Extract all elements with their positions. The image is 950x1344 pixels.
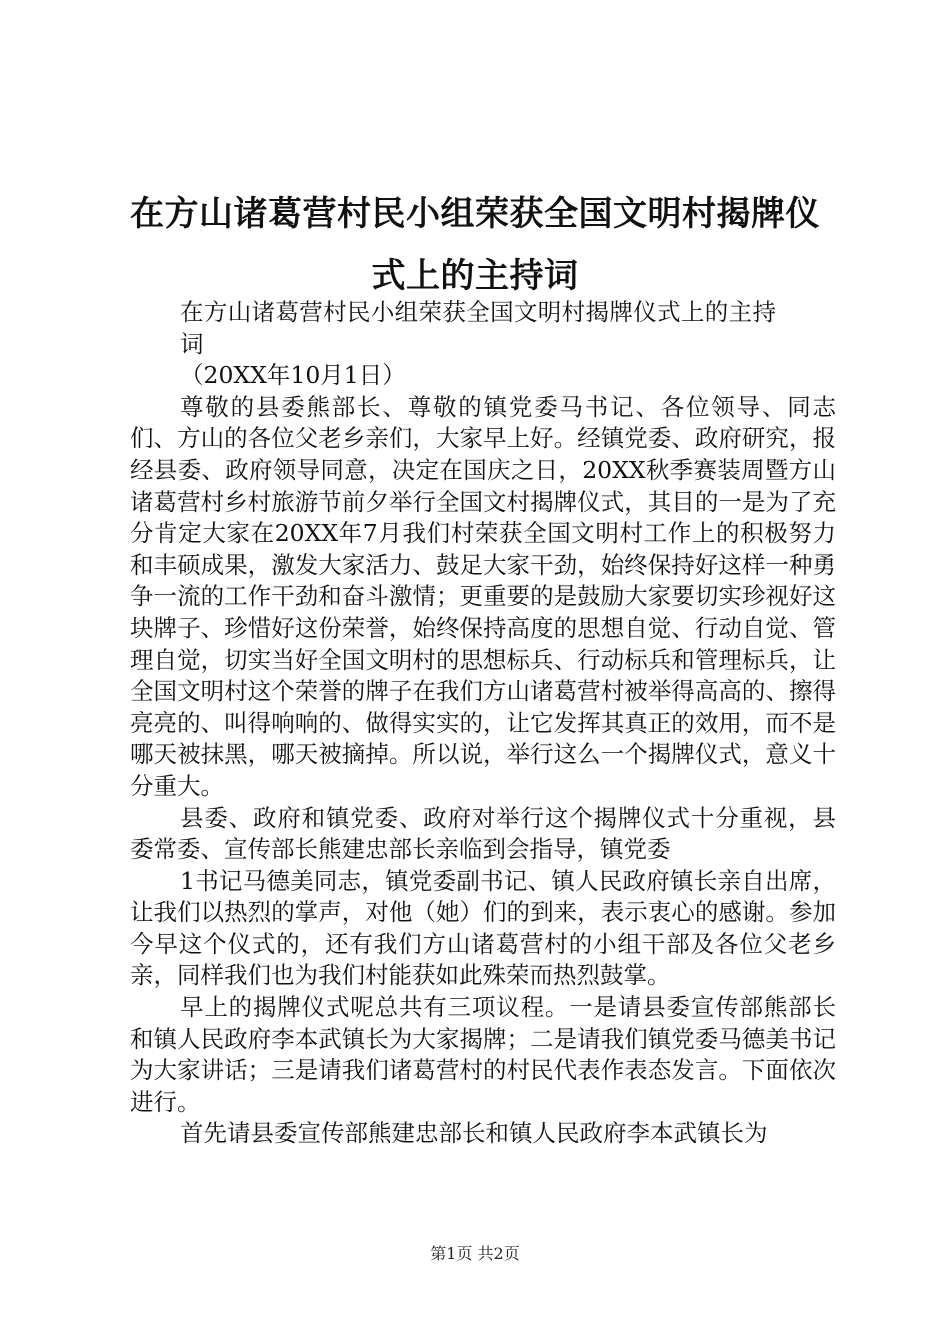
document-body	[130, 297, 836, 1150]
paragraph-5: 首先请县委宣传部熊建忠部长和镇人民政府李本武镇长为	[180, 1119, 768, 1148]
page-footer: 第1页 共2页	[430, 1244, 520, 1263]
paragraph-1: 尊敬的县委熊部长、尊敬的镇党委马书记、各位领导、同志们、方山的各位父老乡亲们，大家早上好。经镇党委、政府研究，报经县委、政府领导同意，决定在国庆之日，20XX秋季赛装周暨方山诸葛营村乡村旅游节前夕举行全国文村揭牌仪式，其目的一是为了充分肯定大家在20XX年7月我们村荣获全国文明村工作上的积极努力和丰硕成果，激发大家活力、鼓足大家干劲，始终保持好这样一种勇争一流的工作干劲和奋斗激情；更重要的是鼓励大家要切实珍视好这块牌子、珍惜好这份荣誉，始终保持高度的思想自觉、行动自觉、管理自觉，切实当好全国文明村的思想标兵、行动标兵和管理标兵，让全国文明村这个荣誉的牌子在我们方山诸葛营村被举得高高的、擦得亮亮的、叫得响响的、做得实实的，让它发挥其真正的效用，而不是哪天被抹黑，哪天被摘掉。所以说，举行这么一个揭牌仪式，意义十分重大。	[130, 392, 836, 800]
paragraph-2: 县委、政府和镇党委、政府对举行这个揭牌仪式十分重视，县委常委、宣传部长熊建忠部长亲临到会指导，镇党委	[130, 803, 836, 864]
document-title: 在方山诸葛营村民小组荣获全国文明村揭牌仪式上的主持词	[130, 194, 820, 296]
paragraph-3: 1书记马德美同志，镇党委副书记、镇人民政府镇长亲自出席，让我们以热烈的掌声，对他（她）们的到来，表示衷心的感谢。参加今早这个仪式的，还有我们方山诸葛营村的小组干部及各位父老乡亲，同样我们也为我们村能获如此殊荣而热烈鼓掌。	[130, 866, 836, 990]
document-subtitle: 在方山诸葛营村民小组荣获全国文明村揭牌仪式上的主持词	[180, 298, 776, 358]
paragraph-4: 早上的揭牌仪式呢总共有三项议程。一是请县委宣传部熊部长和镇人民政府李本武镇长为大家揭牌；二是请我们镇党委马德美书记为大家讲话；三是请我们诸葛营村的村民代表作表态发言。下面依次进行。	[130, 993, 836, 1116]
document-date: （20XX年10月1日）	[180, 361, 406, 390]
